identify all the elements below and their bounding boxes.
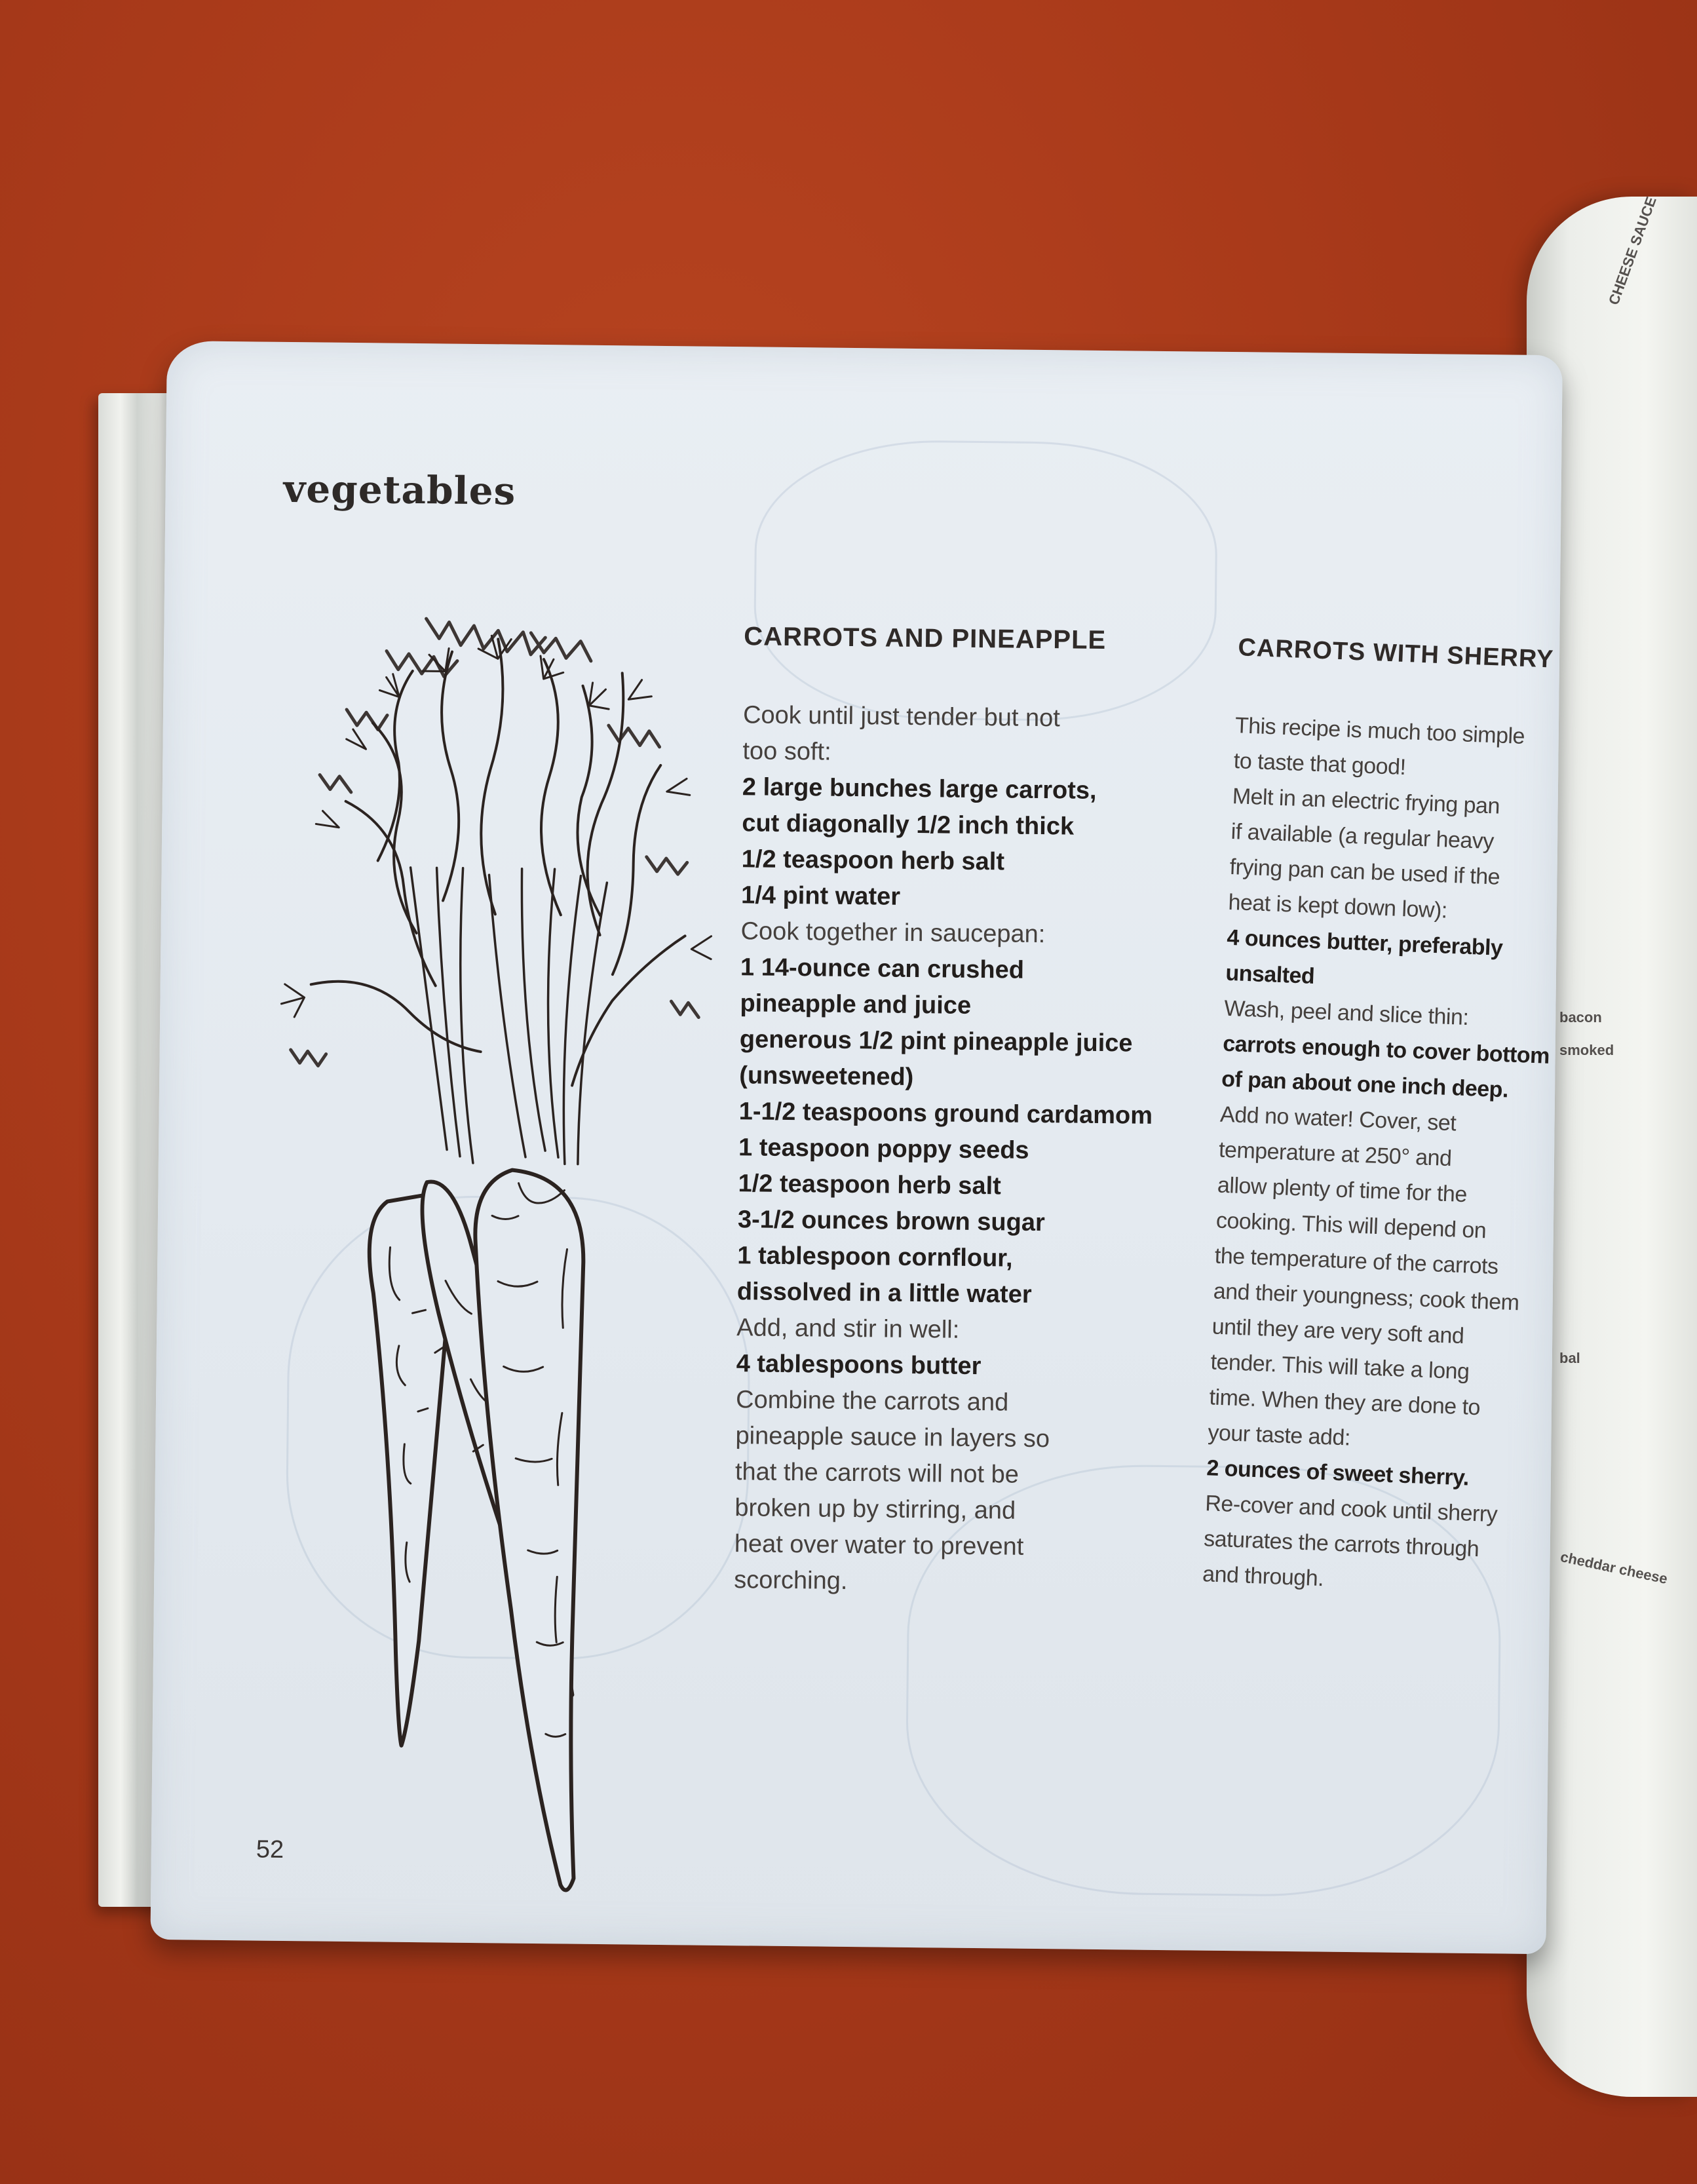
ingredient-line: 1 tablespoon cornflour, [737, 1242, 1013, 1273]
instruction-line: heat over water to prevent [734, 1530, 1024, 1561]
ingredient-line: carrots enough to cover bottom [1222, 1031, 1550, 1069]
ingredient-line: cut diagonally 1/2 inch thick [742, 809, 1075, 841]
recipe-body [1202, 708, 1550, 1603]
ingredient-line: unsalted [1225, 960, 1315, 989]
instruction-line: time. When they are done to [1208, 1385, 1481, 1421]
carrot-illustration [203, 590, 754, 1906]
ingredient-line: 3-1/2 ounces brown sugar [737, 1206, 1045, 1237]
instruction-line: broken up by stirring, and [734, 1494, 1016, 1525]
instruction-line: and their youngness; cook them [1213, 1278, 1520, 1316]
instruction-line: pineapple sauce in layers so [735, 1422, 1050, 1453]
ingredient-line: (unsweetened) [739, 1062, 914, 1091]
ingredient-line: pineapple and juice [740, 989, 972, 1020]
recipe-title: CARROTS WITH SHERRY [1237, 634, 1555, 674]
next-page-title: CHEESE SAUCE [1605, 194, 1660, 307]
instruction-line: Cook together in saucepan: [740, 917, 1046, 949]
recipe-body [734, 697, 1241, 1603]
instruction-line: tender. This will take a long [1210, 1349, 1470, 1385]
instruction-line: too soft: [742, 737, 831, 766]
instruction-line: to taste that good! [1233, 748, 1407, 780]
ingredient-line: 1 teaspoon poppy seeds [738, 1134, 1029, 1164]
instruction-line: your taste add: [1207, 1420, 1351, 1451]
instruction-line: saturates the carrots through [1203, 1526, 1479, 1562]
ingredient-line: generous 1/2 pint pineapple juice [739, 1025, 1133, 1058]
next-page-fragment: cheddar cheese [1559, 1548, 1669, 1588]
instruction-line: This recipe is much too simple [1234, 713, 1525, 750]
instruction-line: scorching. [734, 1566, 848, 1595]
ingredient-line: 1-1/2 teaspoons ground cardamom [738, 1098, 1153, 1130]
ingredient-line: 4 ounces butter, preferably [1226, 925, 1504, 961]
ingredient-line: dissolved in a little water [736, 1278, 1032, 1309]
recipe-carrots-and-pineapple [734, 622, 1242, 1603]
page-number: 52 [256, 1835, 284, 1864]
instruction-line: cooking. This will depend on [1215, 1208, 1487, 1244]
instruction-line: frying pan can be used if the [1229, 854, 1500, 890]
next-page-fragment: bacon [1559, 1009, 1602, 1025]
instruction-line: and through. [1202, 1561, 1324, 1592]
ingredient-line: 1/2 teaspoon herb salt [741, 845, 1005, 876]
ingredient-line: 1/4 pint water [740, 881, 901, 911]
instruction-line: Add, and stir in well: [736, 1314, 960, 1344]
ingredient-line: 4 tablespoons butter [736, 1350, 982, 1381]
instruction-line: Add no water! Cover, set [1219, 1102, 1457, 1136]
ingredient-line: 2 large bunches large carrots, [742, 773, 1097, 805]
next-page-fragment: bal [1559, 1350, 1580, 1366]
instruction-line: temperature at 250° and [1218, 1137, 1453, 1172]
next-page-fragment: smoked [1559, 1042, 1614, 1058]
instruction-line: allow plenty of time for the [1217, 1172, 1468, 1208]
instruction-line: Wash, peel and slice thin: [1223, 995, 1470, 1031]
ingredient-line: 2 ounces of sweet sherry. [1206, 1455, 1470, 1491]
instruction-line: if available (a regular heavy [1230, 818, 1495, 854]
ingredient-line: 1 14-ounce can crushed [740, 953, 1025, 984]
instruction-line: Combine the carrots and [735, 1386, 1009, 1417]
instruction-line: Re-cover and cook until sherry [1204, 1491, 1498, 1527]
instruction-line: the temperature of the carrots [1214, 1243, 1499, 1280]
recipe-carrots-with-sherry [1202, 634, 1553, 1603]
instruction-line: until they are very soft and [1211, 1314, 1465, 1349]
ingredient-line: 1/2 teaspoon herb salt [738, 1170, 1002, 1200]
section-title: vegetables [283, 466, 516, 514]
ingredient-line: of pan about one inch deep. [1221, 1066, 1509, 1103]
book-page [150, 341, 1562, 1954]
instruction-line: that the carrots will not be [734, 1458, 1020, 1489]
instruction-line: heat is kept down low): [1227, 889, 1448, 923]
recipe-title: CARROTS AND PINEAPPLE [744, 622, 1107, 655]
instruction-line: Cook until just tender but not [742, 701, 1061, 733]
instruction-line: Melt in an electric frying pan [1232, 783, 1500, 819]
